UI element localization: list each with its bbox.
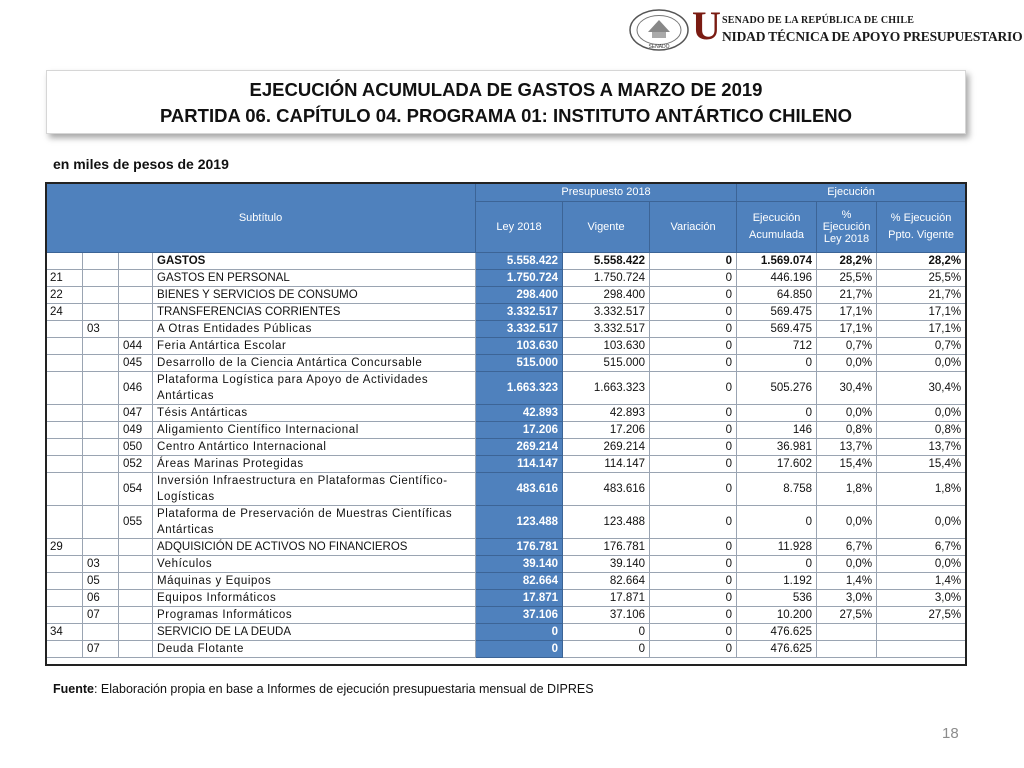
col-item bbox=[83, 253, 119, 270]
col-ley: 483.616 bbox=[476, 473, 563, 506]
col-pct-vigente: 0,0% bbox=[877, 556, 966, 573]
col-vigente: 298.400 bbox=[563, 287, 650, 304]
col-subtitulo bbox=[46, 355, 83, 372]
header-vigente: Vigente bbox=[563, 202, 650, 253]
col-ejecucion: 64.850 bbox=[737, 287, 817, 304]
col-ley: 0 bbox=[476, 641, 563, 658]
col-pct-ley: 0,0% bbox=[817, 556, 877, 573]
col-variacion: 0 bbox=[650, 624, 737, 641]
table-row bbox=[46, 304, 966, 321]
col-pct-vigente: 0,0% bbox=[877, 405, 966, 422]
col-variacion: 0 bbox=[650, 338, 737, 355]
col-asig bbox=[119, 253, 153, 270]
col-subtitulo bbox=[46, 422, 83, 439]
col-ejecucion: 11.928 bbox=[737, 539, 817, 556]
col-item: 06 bbox=[83, 590, 119, 607]
col-asig bbox=[119, 539, 153, 556]
col-item bbox=[83, 624, 119, 641]
col-pct-vigente: 0,7% bbox=[877, 338, 966, 355]
col-subtitulo: 21 bbox=[46, 270, 83, 287]
col-ley: 103.630 bbox=[476, 338, 563, 355]
col-ejecucion: 569.475 bbox=[737, 321, 817, 338]
col-variacion: 0 bbox=[650, 607, 737, 624]
col-denominacion: Tésis Antárticas bbox=[153, 405, 476, 422]
col-pct-ley: 21,7% bbox=[817, 287, 877, 304]
col-asig bbox=[119, 321, 153, 338]
table-row bbox=[46, 573, 966, 590]
col-asig bbox=[119, 590, 153, 607]
col-ejecucion: 446.196 bbox=[737, 270, 817, 287]
table-row bbox=[46, 624, 966, 641]
logo-initial: U bbox=[692, 3, 721, 48]
col-variacion: 0 bbox=[650, 405, 737, 422]
col-pct-vigente: 1,8% bbox=[877, 473, 966, 506]
col-ejecucion: 505.276 bbox=[737, 372, 817, 405]
col-pct-vigente: 17,1% bbox=[877, 321, 966, 338]
col-pct-ley: 25,5% bbox=[817, 270, 877, 287]
table-row bbox=[46, 405, 966, 422]
col-denominacion: Programas Informáticos bbox=[153, 607, 476, 624]
col-vigente: 0 bbox=[563, 641, 650, 658]
col-variacion: 0 bbox=[650, 556, 737, 573]
col-variacion: 0 bbox=[650, 506, 737, 539]
col-ley: 1.663.323 bbox=[476, 372, 563, 405]
col-vigente: 176.781 bbox=[563, 539, 650, 556]
col-item: 03 bbox=[83, 321, 119, 338]
col-pct-ley bbox=[817, 624, 877, 641]
col-item bbox=[83, 405, 119, 422]
header-ley: Ley 2018 bbox=[476, 202, 563, 253]
col-subtitulo bbox=[46, 473, 83, 506]
table-row bbox=[46, 641, 966, 658]
col-ley: 3.332.517 bbox=[476, 321, 563, 338]
col-vigente: 5.558.422 bbox=[563, 253, 650, 270]
col-pct-vigente bbox=[877, 624, 966, 641]
col-asig: 052 bbox=[119, 456, 153, 473]
col-pct-ley: 6,7% bbox=[817, 539, 877, 556]
header-variacion: Variación bbox=[650, 202, 737, 253]
col-ejecucion: 536 bbox=[737, 590, 817, 607]
col-vigente: 0 bbox=[563, 624, 650, 641]
col-vigente: 483.616 bbox=[563, 473, 650, 506]
col-asig: 045 bbox=[119, 355, 153, 372]
col-subtitulo bbox=[46, 590, 83, 607]
source-text: : Elaboración propia en base a Informes de ejecución presupuestaria mensual de DIPRES bbox=[93, 682, 594, 696]
col-variacion: 0 bbox=[650, 422, 737, 439]
header-ejecucion-acumulada: Ejecución Acumulada bbox=[737, 202, 817, 253]
col-ejecucion: 0 bbox=[737, 405, 817, 422]
title-box bbox=[46, 70, 966, 134]
col-subtitulo bbox=[46, 405, 83, 422]
col-denominacion: Plataforma Logística para Apoyo de Actividades Antárticas bbox=[153, 372, 476, 405]
col-pct-ley: 15,4% bbox=[817, 456, 877, 473]
col-asig bbox=[119, 624, 153, 641]
col-ley: 298.400 bbox=[476, 287, 563, 304]
budget-table bbox=[45, 182, 966, 658]
table-row bbox=[46, 287, 966, 304]
col-ley: 5.558.422 bbox=[476, 253, 563, 270]
col-pct-vigente: 21,7% bbox=[877, 287, 966, 304]
page-number: 18 bbox=[942, 725, 959, 742]
col-variacion: 0 bbox=[650, 473, 737, 506]
col-variacion: 0 bbox=[650, 304, 737, 321]
col-denominacion: BIENES Y SERVICIOS DE CONSUMO bbox=[153, 287, 476, 304]
col-denominacion: Áreas Marinas Protegidas bbox=[153, 456, 476, 473]
col-item bbox=[83, 355, 119, 372]
table-row bbox=[46, 321, 966, 338]
col-pct-vigente: 30,4% bbox=[877, 372, 966, 405]
col-denominacion: GASTOS bbox=[153, 253, 476, 270]
col-ejecucion: 476.625 bbox=[737, 641, 817, 658]
col-asig bbox=[119, 304, 153, 321]
col-item bbox=[83, 287, 119, 304]
col-denominacion: Aligamiento Científico Internacional bbox=[153, 422, 476, 439]
col-ejecucion: 0 bbox=[737, 506, 817, 539]
header-presupuesto: Presupuesto 2018 bbox=[476, 183, 737, 202]
col-ley: 269.214 bbox=[476, 439, 563, 456]
col-pct-ley: 17,1% bbox=[817, 304, 877, 321]
col-subtitulo bbox=[46, 321, 83, 338]
col-pct-ley: 1,8% bbox=[817, 473, 877, 506]
col-ley: 1.750.724 bbox=[476, 270, 563, 287]
table-row bbox=[46, 422, 966, 439]
col-ley: 0 bbox=[476, 624, 563, 641]
col-pct-ley: 0,8% bbox=[817, 422, 877, 439]
col-vigente: 42.893 bbox=[563, 405, 650, 422]
budget-table-body bbox=[46, 253, 966, 658]
col-pct-ley: 0,0% bbox=[817, 355, 877, 372]
col-item bbox=[83, 506, 119, 539]
table-row bbox=[46, 473, 966, 506]
col-subtitulo: 29 bbox=[46, 539, 83, 556]
col-subtitulo: 34 bbox=[46, 624, 83, 641]
col-subtitulo bbox=[46, 506, 83, 539]
col-vigente: 17.206 bbox=[563, 422, 650, 439]
col-pct-vigente: 15,4% bbox=[877, 456, 966, 473]
col-pct-vigente: 3,0% bbox=[877, 590, 966, 607]
col-item: 05 bbox=[83, 573, 119, 590]
col-item: 03 bbox=[83, 556, 119, 573]
table-row bbox=[46, 253, 966, 270]
col-ley: 176.781 bbox=[476, 539, 563, 556]
col-asig bbox=[119, 607, 153, 624]
col-denominacion: GASTOS EN PERSONAL bbox=[153, 270, 476, 287]
senado-seal-logo bbox=[628, 8, 690, 52]
col-item bbox=[83, 304, 119, 321]
col-ley: 123.488 bbox=[476, 506, 563, 539]
col-ejecucion: 712 bbox=[737, 338, 817, 355]
table-row bbox=[46, 338, 966, 355]
table-row bbox=[46, 456, 966, 473]
col-subtitulo bbox=[46, 456, 83, 473]
table-row bbox=[46, 355, 966, 372]
col-variacion: 0 bbox=[650, 270, 737, 287]
col-pct-ley bbox=[817, 641, 877, 658]
table-row bbox=[46, 590, 966, 607]
table-row bbox=[46, 270, 966, 287]
col-denominacion: TRANSFERENCIAS CORRIENTES bbox=[153, 304, 476, 321]
page-subtitle: PARTIDA 06. CAPÍTULO 04. PROGRAMA 01: INSTITUTO ANTÁRTICO CHILENO bbox=[159, 105, 853, 126]
col-subtitulo: 24 bbox=[46, 304, 83, 321]
col-item: 07 bbox=[83, 641, 119, 658]
col-vigente: 123.488 bbox=[563, 506, 650, 539]
col-denominacion: ADQUISICIÓN DE ACTIVOS NO FINANCIEROS bbox=[153, 539, 476, 556]
col-denominacion: Deuda Flotante bbox=[153, 641, 476, 658]
col-ley: 114.147 bbox=[476, 456, 563, 473]
col-ejecucion: 1.192 bbox=[737, 573, 817, 590]
table-row bbox=[46, 539, 966, 556]
col-ejecucion: 0 bbox=[737, 556, 817, 573]
col-asig: 054 bbox=[119, 473, 153, 506]
col-pct-vigente: 28,2% bbox=[877, 253, 966, 270]
col-vigente: 269.214 bbox=[563, 439, 650, 456]
col-subtitulo bbox=[46, 573, 83, 590]
col-denominacion: Inversión Infraestructura en Plataformas Científico-Logísticas bbox=[153, 473, 476, 506]
col-pct-ley: 0,0% bbox=[817, 405, 877, 422]
col-ley: 82.664 bbox=[476, 573, 563, 590]
col-pct-ley: 28,2% bbox=[817, 253, 877, 270]
col-asig: 047 bbox=[119, 405, 153, 422]
col-denominacion: Plataforma de Preservación de Muestras Científicas Antárticas bbox=[153, 506, 476, 539]
col-ejecucion: 17.602 bbox=[737, 456, 817, 473]
col-variacion: 0 bbox=[650, 456, 737, 473]
svg-text:SENADO: SENADO bbox=[648, 44, 670, 50]
col-ley: 3.332.517 bbox=[476, 304, 563, 321]
col-pct-vigente: 6,7% bbox=[877, 539, 966, 556]
col-subtitulo bbox=[46, 372, 83, 405]
col-vigente: 82.664 bbox=[563, 573, 650, 590]
col-variacion: 0 bbox=[650, 321, 737, 338]
source-label: Fuente bbox=[53, 682, 94, 696]
col-variacion: 0 bbox=[650, 590, 737, 607]
col-pct-vigente: 0,0% bbox=[877, 506, 966, 539]
col-denominacion: Equipos Informáticos bbox=[153, 590, 476, 607]
col-pct-ley: 3,0% bbox=[817, 590, 877, 607]
col-pct-ley: 0,0% bbox=[817, 506, 877, 539]
col-vigente: 515.000 bbox=[563, 355, 650, 372]
table-row bbox=[46, 506, 966, 539]
col-denominacion: Desarrollo de la Ciencia Antártica Concursable bbox=[153, 355, 476, 372]
col-pct-ley: 27,5% bbox=[817, 607, 877, 624]
col-ley: 39.140 bbox=[476, 556, 563, 573]
col-variacion: 0 bbox=[650, 641, 737, 658]
col-item bbox=[83, 422, 119, 439]
source-note bbox=[53, 682, 594, 696]
header-pct-ley: % Ejecución Ley 2018 bbox=[817, 202, 877, 253]
col-item bbox=[83, 539, 119, 556]
table-row bbox=[46, 372, 966, 405]
logo-line-unidad: NIDAD TÉCNICA DE APOYO PRESUPUESTARIO bbox=[722, 29, 1023, 44]
col-ley: 37.106 bbox=[476, 607, 563, 624]
col-variacion: 0 bbox=[650, 372, 737, 405]
col-item: 07 bbox=[83, 607, 119, 624]
col-vigente: 103.630 bbox=[563, 338, 650, 355]
col-subtitulo bbox=[46, 439, 83, 456]
col-pct-vigente: 1,4% bbox=[877, 573, 966, 590]
col-variacion: 0 bbox=[650, 355, 737, 372]
col-ejecucion: 476.625 bbox=[737, 624, 817, 641]
col-pct-ley: 30,4% bbox=[817, 372, 877, 405]
col-item bbox=[83, 372, 119, 405]
logo-line-senado: SENADO DE LA REPÚBLICA DE CHILE bbox=[722, 15, 915, 26]
header-ejecucion: Ejecución bbox=[737, 183, 966, 202]
col-vigente: 114.147 bbox=[563, 456, 650, 473]
col-pct-vigente bbox=[877, 641, 966, 658]
col-pct-ley: 17,1% bbox=[817, 321, 877, 338]
col-ley: 17.206 bbox=[476, 422, 563, 439]
col-pct-vigente: 13,7% bbox=[877, 439, 966, 456]
col-asig: 050 bbox=[119, 439, 153, 456]
col-item bbox=[83, 473, 119, 506]
col-denominacion: Vehículos bbox=[153, 556, 476, 573]
col-asig: 046 bbox=[119, 372, 153, 405]
col-variacion: 0 bbox=[650, 439, 737, 456]
col-asig bbox=[119, 556, 153, 573]
page-title: EJECUCIÓN ACUMULADA DE GASTOS A MARZO DE 2019 bbox=[249, 79, 763, 100]
col-denominacion: Máquinas y Equipos bbox=[153, 573, 476, 590]
col-ejecucion: 146 bbox=[737, 422, 817, 439]
col-item bbox=[83, 456, 119, 473]
col-item bbox=[83, 338, 119, 355]
header-subtitulo: Subtítulo bbox=[46, 183, 476, 253]
col-subtitulo bbox=[46, 253, 83, 270]
col-ley: 515.000 bbox=[476, 355, 563, 372]
col-vigente: 17.871 bbox=[563, 590, 650, 607]
col-pct-ley: 0,7% bbox=[817, 338, 877, 355]
table-row bbox=[46, 439, 966, 456]
col-ejecucion: 36.981 bbox=[737, 439, 817, 456]
col-vigente: 37.106 bbox=[563, 607, 650, 624]
col-subtitulo: 22 bbox=[46, 287, 83, 304]
col-asig bbox=[119, 641, 153, 658]
col-pct-vigente: 0,0% bbox=[877, 355, 966, 372]
col-item bbox=[83, 439, 119, 456]
col-ejecucion: 1.569.074 bbox=[737, 253, 817, 270]
col-asig bbox=[119, 287, 153, 304]
col-subtitulo bbox=[46, 556, 83, 573]
col-ejecucion: 0 bbox=[737, 355, 817, 372]
col-pct-vigente: 27,5% bbox=[877, 607, 966, 624]
col-variacion: 0 bbox=[650, 253, 737, 270]
col-pct-ley: 13,7% bbox=[817, 439, 877, 456]
col-pct-vigente: 0,8% bbox=[877, 422, 966, 439]
col-denominacion: A Otras Entidades Públicas bbox=[153, 321, 476, 338]
col-vigente: 1.750.724 bbox=[563, 270, 650, 287]
col-vigente: 3.332.517 bbox=[563, 321, 650, 338]
col-asig: 055 bbox=[119, 506, 153, 539]
col-denominacion: Feria Antártica Escolar bbox=[153, 338, 476, 355]
col-vigente: 1.663.323 bbox=[563, 372, 650, 405]
col-ejecucion: 8.758 bbox=[737, 473, 817, 506]
col-pct-ley: 1,4% bbox=[817, 573, 877, 590]
col-vigente: 3.332.517 bbox=[563, 304, 650, 321]
col-asig bbox=[119, 270, 153, 287]
col-asig: 044 bbox=[119, 338, 153, 355]
table-row bbox=[46, 556, 966, 573]
col-denominacion: Centro Antártico Internacional bbox=[153, 439, 476, 456]
col-ejecucion: 569.475 bbox=[737, 304, 817, 321]
col-asig: 049 bbox=[119, 422, 153, 439]
col-subtitulo bbox=[46, 641, 83, 658]
table-row bbox=[46, 607, 966, 624]
col-ley: 42.893 bbox=[476, 405, 563, 422]
col-denominacion: SERVICIO DE LA DEUDA bbox=[153, 624, 476, 641]
units-label: en miles de pesos de 2019 bbox=[53, 156, 229, 172]
col-subtitulo bbox=[46, 607, 83, 624]
col-asig bbox=[119, 573, 153, 590]
col-variacion: 0 bbox=[650, 287, 737, 304]
col-pct-vigente: 17,1% bbox=[877, 304, 966, 321]
col-variacion: 0 bbox=[650, 573, 737, 590]
col-vigente: 39.140 bbox=[563, 556, 650, 573]
col-item bbox=[83, 270, 119, 287]
col-variacion: 0 bbox=[650, 539, 737, 556]
col-subtitulo bbox=[46, 338, 83, 355]
col-ley: 17.871 bbox=[476, 590, 563, 607]
col-pct-vigente: 25,5% bbox=[877, 270, 966, 287]
col-ejecucion: 10.200 bbox=[737, 607, 817, 624]
header-pct-vigente: % Ejecución Ppto. Vigente bbox=[877, 202, 966, 253]
